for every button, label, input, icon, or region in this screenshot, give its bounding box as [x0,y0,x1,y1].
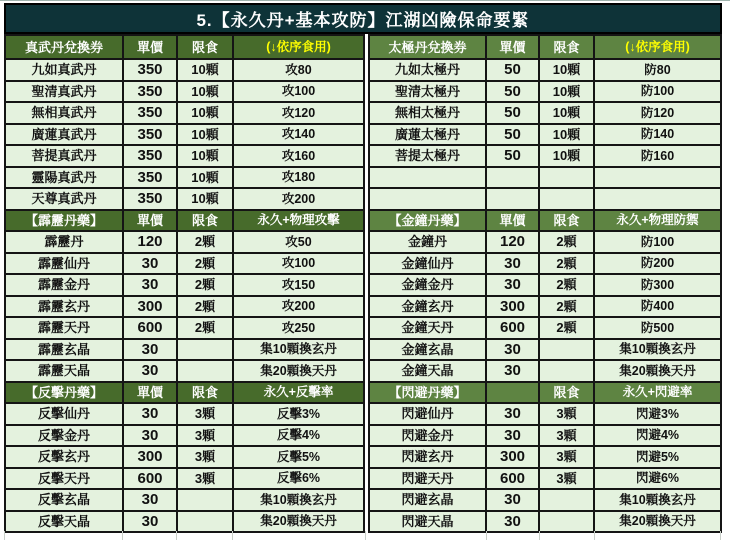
cell-limit[interactable]: 2顆 [539,296,594,318]
cell-effect[interactable] [594,167,721,189]
cell-price[interactable]: 350 [123,145,177,167]
cell-price[interactable]: 300 [123,446,177,468]
cell-name[interactable]: 金鐘金丹 [369,274,486,296]
cell-limit[interactable]: 2顆 [539,274,594,296]
cell-name[interactable]: 無相真武丹 [5,102,123,124]
table-row [369,489,721,511]
cell-name[interactable]: 霹靂仙丹 [5,253,123,275]
cell-price[interactable]: 600 [486,468,539,490]
cell-name[interactable]: 九如真武丹 [5,59,123,81]
cell-limit[interactable]: 10顆 [177,102,233,124]
table-row [369,81,721,103]
cell-name[interactable]: 廣蓮真武丹 [5,124,123,146]
table-row [5,59,364,81]
cell-effect[interactable]: 反擊6% [233,468,364,490]
cell-effect[interactable]: 反擊4% [233,425,364,447]
cell-price[interactable]: 350 [123,124,177,146]
cell-limit[interactable] [177,489,233,511]
cell-name[interactable] [369,167,486,189]
table-row [5,145,364,167]
cell-limit[interactable]: 10顆 [539,81,594,103]
cell-price[interactable]: 30 [123,253,177,275]
cell-effect[interactable]: 集20顆換天丹 [594,511,721,533]
table-row [369,102,721,124]
cell-effect[interactable]: 防160 [594,145,721,167]
cell-effect[interactable]: 閃避4% [594,425,721,447]
table-row [5,188,364,210]
cell-price[interactable]: 30 [486,425,539,447]
table-row [369,145,721,167]
cell-limit[interactable]: 2顆 [539,317,594,339]
cell-effect[interactable] [594,188,721,210]
cell-name[interactable]: 霹靂玄丹 [5,296,123,318]
cell-price[interactable]: 50 [486,145,539,167]
cell-effect[interactable]: 攻200 [233,188,364,210]
cell-name[interactable]: 閃避天丹 [369,468,486,490]
sheet-gridline [720,531,721,540]
table-row [5,102,364,124]
cell-price[interactable]: 350 [123,59,177,81]
cell-price[interactable] [486,382,539,404]
cell-effect[interactable]: 攻120 [233,102,364,124]
cell-effect[interactable]: 攻180 [233,167,364,189]
cell-price[interactable]: 30 [486,339,539,361]
cell-effect[interactable]: 閃避6% [594,468,721,490]
cell-limit[interactable]: 3顆 [177,468,233,490]
header-row [369,35,721,59]
cell-limit[interactable] [539,511,594,533]
cell-effect[interactable]: 攻160 [233,145,364,167]
cell-name[interactable]: 霹靂金丹 [5,274,123,296]
cell-name[interactable]: 反擊天晶 [5,511,123,533]
cell-name[interactable]: 反擊天丹 [5,468,123,490]
tables-container [4,34,722,533]
sheet-gridline [232,531,233,540]
table-row [369,339,721,361]
cell-effect[interactable]: 攻80 [233,59,364,81]
cell-limit[interactable]: 限食 [539,35,594,59]
cell-effect[interactable]: 攻100 [233,81,364,103]
cell-limit[interactable] [539,489,594,511]
cell-price[interactable]: 30 [486,489,539,511]
cell-effect[interactable]: 攻140 [233,124,364,146]
cell-effect[interactable]: 反擊5% [233,446,364,468]
sheet-gridline [122,531,123,540]
cell-name[interactable]: 聖清太極丹 [369,81,486,103]
table-row [5,317,364,339]
cell-name[interactable]: 【反擊丹藥】 [5,382,123,404]
cell-price[interactable]: 30 [486,274,539,296]
table-row [369,446,721,468]
cell-price[interactable]: 30 [123,274,177,296]
header-row [5,35,364,59]
cell-price[interactable]: 30 [123,360,177,382]
cell-limit[interactable]: 10顆 [539,102,594,124]
cell-effect[interactable]: 永久+反擊率 [233,382,364,404]
cell-name[interactable]: 金鐘天晶 [369,360,486,382]
cell-limit[interactable]: 10顆 [539,145,594,167]
cell-name[interactable]: 【霹靂丹藥】 [5,210,123,232]
cell-effect[interactable]: 攻100 [233,253,364,275]
cell-limit[interactable]: 限食 [539,210,594,232]
cell-effect[interactable]: 防200 [594,253,721,275]
cell-price[interactable]: 30 [123,511,177,533]
cell-limit[interactable] [177,511,233,533]
table-row [5,253,364,275]
table-row [369,425,721,447]
cell-limit[interactable]: 3顆 [177,425,233,447]
cell-name[interactable]: 閃避玄晶 [369,489,486,511]
table-row [5,274,364,296]
pill-table-left [4,34,365,533]
cell-price[interactable]: 300 [486,296,539,318]
cell-price[interactable]: 120 [486,231,539,253]
cell-price[interactable]: 300 [486,446,539,468]
sheet-gridline [365,531,366,540]
cell-name[interactable]: 霹靂天晶 [5,360,123,382]
cell-limit[interactable]: 限食 [539,382,594,404]
cell-effect[interactable]: 集20顆換天丹 [233,511,364,533]
cell-limit[interactable]: 3顆 [539,446,594,468]
cell-price[interactable]: 單價 [486,35,539,59]
cell-price[interactable]: 30 [486,253,539,275]
header-row [369,382,721,404]
cell-effect[interactable]: 防500 [594,317,721,339]
cell-price[interactable] [486,188,539,210]
table-row [5,468,364,490]
cell-name[interactable]: 反擊玄丹 [5,446,123,468]
cell-effect[interactable]: 永久+物理攻擊 [233,210,364,232]
cell-limit[interactable]: 10顆 [177,124,233,146]
cell-price[interactable]: 50 [486,124,539,146]
cell-effect[interactable]: (↓依序食用) [233,35,364,59]
cell-price[interactable]: 單價 [123,210,177,232]
cell-price[interactable]: 50 [486,81,539,103]
table-row [5,296,364,318]
cell-price[interactable]: 單價 [486,210,539,232]
table-row [5,489,364,511]
cell-effect[interactable]: 永久+物理防禦 [594,210,721,232]
cell-name[interactable]: 金鐘天丹 [369,317,486,339]
table-row [369,468,721,490]
table-row [369,59,721,81]
table-row [5,360,364,382]
table-row [5,339,364,361]
table-row [5,511,364,533]
sheet-gridline [4,531,5,540]
cell-effect[interactable]: 永久+閃避率 [594,382,721,404]
table-row [5,124,364,146]
cell-price[interactable]: 50 [486,59,539,81]
table-row [5,81,364,103]
cell-limit[interactable]: 3顆 [177,446,233,468]
cell-price[interactable]: 30 [123,403,177,425]
cell-name[interactable]: 金鐘玄丹 [369,296,486,318]
cell-name[interactable]: 菩提太極丹 [369,145,486,167]
cell-name[interactable]: 聖清真武丹 [5,81,123,103]
cell-name[interactable]: 反擊玄晶 [5,489,123,511]
header-row [5,210,364,232]
cell-name[interactable]: 九如太極丹 [369,59,486,81]
cell-name[interactable]: 閃避天晶 [369,511,486,533]
cell-name[interactable]: 金鐘仙丹 [369,253,486,275]
cell-limit[interactable]: 3顆 [177,403,233,425]
cell-limit[interactable]: 2顆 [539,231,594,253]
pill-table-right [368,34,722,533]
cell-effect[interactable]: 防300 [594,274,721,296]
cell-price[interactable] [486,167,539,189]
table-row [369,317,721,339]
cell-effect[interactable]: 攻200 [233,296,364,318]
cell-price[interactable]: 350 [123,188,177,210]
cell-effect[interactable]: (↓依序食用) [594,35,721,59]
cell-name[interactable]: 菩提真武丹 [5,145,123,167]
sheet-gridline [486,531,487,540]
cell-name[interactable] [369,188,486,210]
cell-limit[interactable]: 2顆 [177,253,233,275]
cell-limit[interactable]: 10顆 [177,167,233,189]
sheet-gridline [539,531,540,540]
cell-effect[interactable]: 集20顆換天丹 [594,360,721,382]
cell-name[interactable]: 無相太極丹 [369,102,486,124]
cell-limit[interactable] [539,167,594,189]
cell-price[interactable]: 350 [123,81,177,103]
table-row [5,167,364,189]
cell-effect[interactable]: 攻250 [233,317,364,339]
cell-limit[interactable] [539,360,594,382]
cell-limit[interactable] [177,339,233,361]
cell-name[interactable]: 霹靂玄晶 [5,339,123,361]
cell-effect[interactable]: 集10顆換玄丹 [233,489,364,511]
cell-limit[interactable]: 10顆 [539,59,594,81]
cell-name[interactable]: 閃避仙丹 [369,403,486,425]
cell-name[interactable]: 廣蓮太極丹 [369,124,486,146]
cell-price[interactable]: 600 [123,468,177,490]
cell-limit[interactable] [539,188,594,210]
cell-name[interactable]: 真武丹兌換券 [5,35,123,59]
table-row [369,274,721,296]
table-row [5,231,364,253]
table-row [369,231,721,253]
table-row [369,124,721,146]
cell-limit[interactable]: 2顆 [177,296,233,318]
cell-name[interactable]: 金鐘玄晶 [369,339,486,361]
cell-price[interactable]: 單價 [123,382,177,404]
cell-name[interactable]: 閃避玄丹 [369,446,486,468]
cell-name[interactable]: 【金鐘丹藥】 [369,210,486,232]
cell-price[interactable]: 600 [123,317,177,339]
cell-limit[interactable]: 10顆 [177,145,233,167]
table-row [369,188,721,210]
cell-price[interactable]: 350 [123,167,177,189]
cell-name[interactable]: 反擊金丹 [5,425,123,447]
cell-limit[interactable]: 10顆 [539,124,594,146]
cell-name[interactable]: 靈陽真武丹 [5,167,123,189]
cell-effect[interactable]: 閃避5% [594,446,721,468]
cell-name[interactable]: 反擊仙丹 [5,403,123,425]
cell-effect[interactable]: 防80 [594,59,721,81]
cell-effect[interactable]: 防100 [594,81,721,103]
cell-price[interactable]: 30 [486,403,539,425]
cell-limit[interactable]: 限食 [177,382,233,404]
table-row [5,446,364,468]
cell-limit[interactable]: 10顆 [177,188,233,210]
cell-limit[interactable] [539,339,594,361]
cell-limit[interactable]: 2顆 [177,317,233,339]
cell-price[interactable]: 120 [123,231,177,253]
sheet-gridline [176,531,177,540]
table-row [369,167,721,189]
cell-name[interactable]: 金鐘丹 [369,231,486,253]
cell-limit[interactable]: 限食 [177,210,233,232]
cell-limit[interactable]: 3顆 [539,425,594,447]
cell-effect[interactable]: 集10顆換玄丹 [594,489,721,511]
cell-effect[interactable]: 反擊3% [233,403,364,425]
table-row [5,425,364,447]
cell-price[interactable]: 30 [123,425,177,447]
cell-limit[interactable]: 限食 [177,35,233,59]
table-row [369,403,721,425]
cell-effect[interactable]: 閃避3% [594,403,721,425]
table-row [5,403,364,425]
cell-effect[interactable]: 集20顆換天丹 [233,360,364,382]
cell-effect[interactable]: 防100 [594,231,721,253]
cell-effect[interactable]: 防140 [594,124,721,146]
cell-effect[interactable]: 攻150 [233,274,364,296]
table-row [369,253,721,275]
header-row [5,382,364,404]
cell-price[interactable]: 30 [486,360,539,382]
cell-price[interactable]: 300 [123,296,177,318]
cell-price[interactable]: 30 [123,489,177,511]
cell-limit[interactable]: 2顆 [177,231,233,253]
cell-price[interactable]: 350 [123,102,177,124]
table-row [369,360,721,382]
cell-price[interactable]: 600 [486,317,539,339]
cell-name[interactable]: 閃避金丹 [369,425,486,447]
page-title[interactable]: 5.【永久丹+基本攻防】江湖凶險保命要緊 [4,3,722,34]
cell-price[interactable]: 50 [486,102,539,124]
cell-limit[interactable]: 2顆 [539,253,594,275]
header-row [369,210,721,232]
cell-price[interactable]: 30 [486,511,539,533]
cell-price[interactable]: 單價 [123,35,177,59]
cell-effect[interactable]: 防400 [594,296,721,318]
cell-limit[interactable] [177,360,233,382]
cell-name[interactable]: 霹靂天丹 [5,317,123,339]
cell-limit[interactable]: 10顆 [177,59,233,81]
cell-name[interactable]: 【閃避丹藥】 [369,382,486,404]
sheet-gridline [594,531,595,540]
cell-limit[interactable]: 10顆 [177,81,233,103]
cell-effect[interactable]: 集10顆換玄丹 [594,339,721,361]
sheet-top-edge [0,0,730,1]
cell-name[interactable]: 天尊真武丹 [5,188,123,210]
table-row [369,296,721,318]
cell-effect[interactable]: 防120 [594,102,721,124]
cell-price[interactable]: 30 [123,339,177,361]
cell-effect[interactable]: 攻50 [233,231,364,253]
cell-name[interactable]: 太極丹兌換券 [369,35,486,59]
cell-limit[interactable]: 3顆 [539,403,594,425]
cell-name[interactable]: 霹靂丹 [5,231,123,253]
table-row [369,511,721,533]
cell-effect[interactable]: 集10顆換玄丹 [233,339,364,361]
cell-limit[interactable]: 2顆 [177,274,233,296]
cell-limit[interactable]: 3顆 [539,468,594,490]
